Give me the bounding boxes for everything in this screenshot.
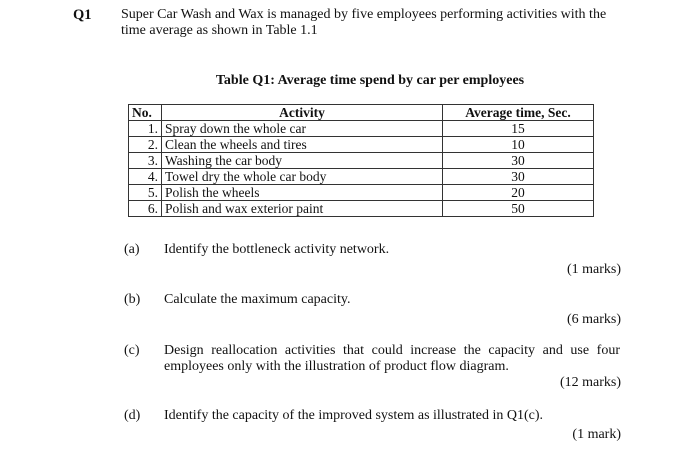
question-number: Q1 — [73, 7, 92, 23]
cell-time: 10 — [443, 137, 594, 153]
activity-table — [128, 104, 594, 217]
header-activity: Activity — [162, 105, 443, 121]
cell-activity: Washing the car body — [162, 153, 443, 169]
intro-line-2: time average as shown in Table 1.1 — [121, 23, 318, 38]
part-d-text: Identify the capacity of the improved system as illustrated in Q1(c). — [164, 408, 544, 423]
table-row — [129, 137, 594, 153]
cell-activity: Spray down the whole car — [162, 121, 443, 137]
cell-activity: Towel dry the whole car body — [162, 169, 443, 185]
cell-activity: Clean the wheels and tires — [162, 137, 443, 153]
cell-time: 15 — [443, 121, 594, 137]
table-row — [129, 201, 594, 217]
cell-no: 4. — [129, 169, 162, 185]
table-row — [129, 185, 594, 201]
cell-no: 1. — [129, 121, 162, 137]
table-caption: Table Q1: Average time spend by car per employees — [215, 73, 525, 88]
part-d-label: (d) — [124, 408, 141, 423]
part-a-marks: (1 marks) — [566, 262, 621, 277]
part-d-marks: (1 mark) — [572, 427, 621, 442]
cell-time: 20 — [443, 185, 594, 201]
cell-activity: Polish the wheels — [162, 185, 443, 201]
part-c-text — [164, 343, 620, 375]
cell-time: 30 — [443, 169, 594, 185]
cell-no: 2. — [129, 137, 162, 153]
table-row — [129, 153, 594, 169]
header-average-time: Average time, Sec. — [443, 105, 594, 121]
cell-time: 30 — [443, 153, 594, 169]
cell-no: 6. — [129, 201, 162, 217]
question-intro — [121, 7, 626, 39]
cell-no: 5. — [129, 185, 162, 201]
part-a-text: Identify the bottleneck activity network. — [164, 242, 390, 257]
part-b-marks: (6 marks) — [566, 312, 621, 327]
part-c-marks: (12 marks) — [559, 375, 621, 390]
part-c-line-1: Design reallocation activities that could increase the capacity and use four — [164, 343, 620, 358]
intro-line-1: Super Car Wash and Wax is managed by five employees performing activities with the — [121, 7, 607, 22]
header-no: No. — [129, 105, 162, 121]
part-c-label: (c) — [124, 343, 140, 358]
part-b-text: Calculate the maximum capacity. — [164, 292, 351, 307]
table-header-row — [129, 105, 594, 121]
cell-time: 50 — [443, 201, 594, 217]
table-row — [129, 121, 594, 137]
cell-activity: Polish and wax exterior paint — [162, 201, 443, 217]
table-row — [129, 169, 594, 185]
cell-no: 3. — [129, 153, 162, 169]
part-b-label: (b) — [124, 292, 141, 307]
part-a-label: (a) — [124, 242, 140, 257]
part-c-line-2: employees only with the illustration of product flow diagram. — [164, 359, 509, 374]
